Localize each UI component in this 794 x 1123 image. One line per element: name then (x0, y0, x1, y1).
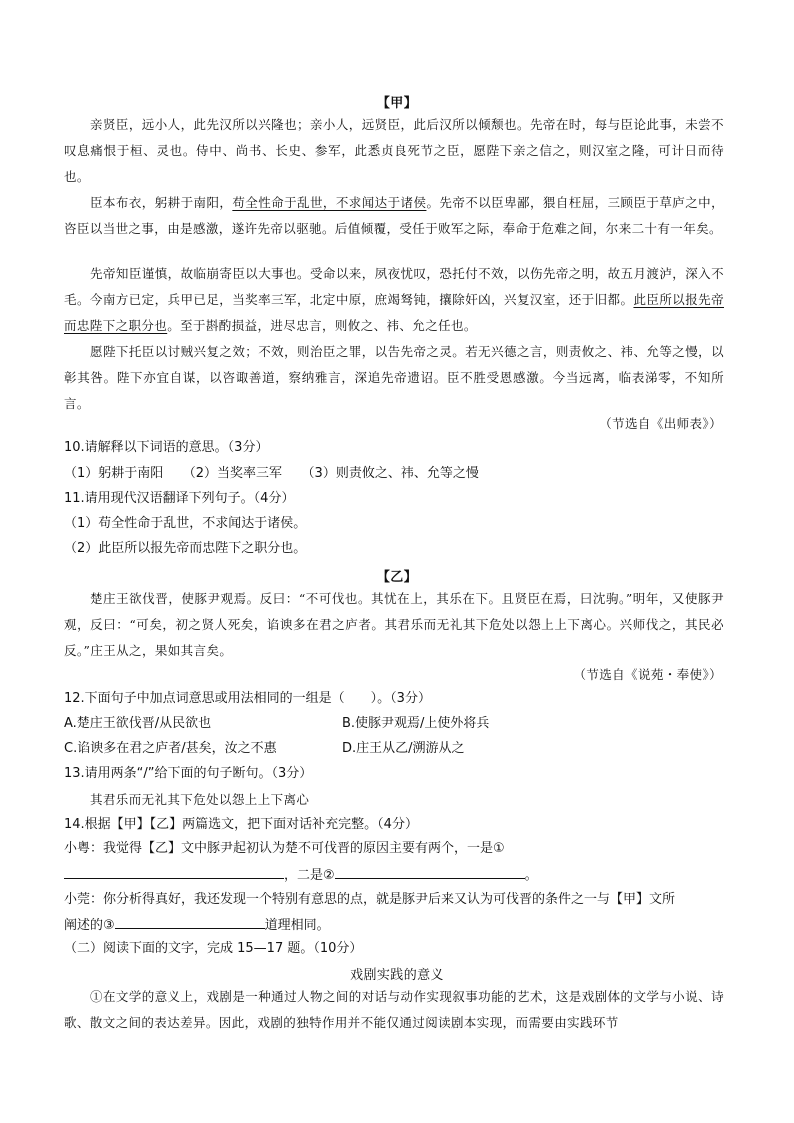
q14-line-2-mid: ，二是② (284, 868, 335, 883)
q14-line-3: 小莞：你分析得真好，我还发现一个特别有意思的点，就是豚尹后来又认为可伐晋的条件之一与【甲】文所 (64, 892, 676, 907)
jia-paragraph-1: 亲贤臣，远小人，此先汉所以兴隆也；亲小人，远贤臣，此后汉所以倾颓也。先帝在时，每与臣论此事，未尝不叹息痛恨于桓、灵也。侍中、尚书、长史、参军，此悉贞良死节之臣，愿陛下亲之信之，则汉室之隆，可计日而待也。 (64, 117, 724, 184)
jia-source: （节选自《出师表》） (599, 416, 722, 431)
q14-line-2-end: 。 (524, 868, 538, 883)
q14-line-4-a: 阐述的③ (64, 918, 115, 933)
answer-blank-3[interactable] (115, 914, 265, 929)
q14-line-1: 小粤：我觉得【乙】文中豚尹起初认为楚不可伐晋的原因主要有两个，一是① (64, 841, 505, 856)
q10-items: （1）躬耕于南阳 （2）当奖率三军 （3）则责攸之、祎、允等之慢 (64, 466, 479, 481)
q11-sentence-2: （2）此臣所以报先帝而忠陛下之职分也。 (64, 541, 307, 556)
section2-article-title: 戏剧实践的意义 (350, 968, 444, 983)
q10-stem: 10.请解释以下词语的意思。（3分） (64, 440, 269, 455)
jia-paragraph-3 (64, 261, 724, 339)
jia-p3-underlined: 此臣所以报先帝而忠陛下之职分也 (64, 292, 724, 333)
section2-paragraph-1: ①在文学的意义上，戏剧是一种通过人物之间的对话与动作实现叙事功能的艺术，这是戏剧体的文学与小说、诗歌、散文之间的表达差异。因此，戏剧的独特作用并不能仅通过阅读剧本实现，而需要由实践环节 (64, 989, 724, 1030)
q14-line-2 (64, 864, 724, 886)
q13-stem: 13.请用两条“/”给下面的句子断句。（3分） (64, 766, 313, 781)
section2-stem: （二）阅读下面的文字，完成 15—17 题。（10分） (64, 941, 363, 956)
jia-p2-underlined: 苟全性命于乱世，不求闻达于诸侯 (232, 195, 427, 210)
jia-p2-text-b: 。先帝不以臣卑鄙，猥自枉屈，三顾臣于草庐之中，咨臣以当世之事，由是感激，遂许先帝以驱驰。后值倾覆，受任于败军之际，奉命于危难之间，尔来二十有一年矣。 (64, 195, 724, 236)
q14-stem: 14.根据【甲】【乙】两篇选文，把下面对话补充完整。（4分） (64, 817, 418, 832)
yi-source: （节选自《说苑・奉使》） (573, 667, 722, 682)
yi-title: 【乙】 (376, 570, 418, 585)
jia-p3-text-a: 先帝知臣谨慎，故临崩寄臣以大事也。受命以来，夙夜忧叹，恐托付不效，以伤先帝之明，故五月渡泸，深入不毛。今南方已定，兵甲已足，当奖率三军，北定中原，庶竭驽钝，攘除奸凶，兴复汉室，还于旧都。 (64, 266, 724, 307)
q13-sentence: 其君乐而无礼其下危处以怨上上下离心 (90, 792, 310, 807)
q12-option-a: A.楚庄王欲伐晋/从民欲也 (64, 716, 212, 731)
q12-option-d: D.庄王从乙/溯游从之 (342, 741, 465, 756)
jia-paragraph-2 (64, 190, 724, 242)
answer-blank-1[interactable] (64, 864, 284, 879)
q11-stem: 11.请用现代汉语翻译下列句子。（4分） (64, 491, 295, 506)
jia-p2-text-a: 臣本布衣，躬耕于南阳， (90, 195, 233, 210)
q12-option-b: B.使豚尹观焉/上使外将兵 (342, 716, 490, 731)
q12-stem: 12.下面句子中加点词意思或用法相同的一组是（ ）。（3分） (64, 691, 431, 706)
jia-title: 【甲】 (376, 96, 418, 111)
jia-paragraph-4: 愿陛下托臣以讨贼兴复之效；不效，则治臣之罪，以告先帝之灵。若无兴德之言，则责攸之、祎、允等之慢，以彰其咎。陛下亦宜自谋，以咨诹善道，察纳雅言，深追先帝遗诏。臣不胜受恩感激。今当远离，临表涕零，不知所言。 (64, 344, 724, 411)
yi-paragraph: 楚庄王欲伐晋，使豚尹观焉。反曰：“不可伐也。其忧在上，其乐在下。且贤臣在焉，曰沈驹。”明年，又使豚尹观，反曰：“可矣，初之贤人死矣，谄谀多在君之庐者。其君乐而无礼其下危处以怨上上下离心。兴师伐之，其民必反。”庄王从之，果如其言矣。 (64, 591, 724, 658)
q14-line-4-b: 道理相同。 (264, 918, 330, 933)
answer-blank-2[interactable] (335, 864, 525, 879)
q11-sentence-1: （1）苟全性命于乱世，不求闻达于诸侯。 (64, 516, 307, 531)
q12-option-c: C.谄谀多在君之庐者/甚矣，汝之不惠 (64, 741, 277, 756)
q14-line-4 (64, 914, 724, 936)
jia-p3-text-b: 。至于斟酌损益，进尽忠言，则攸之、祎、允之任也。 (167, 318, 477, 333)
